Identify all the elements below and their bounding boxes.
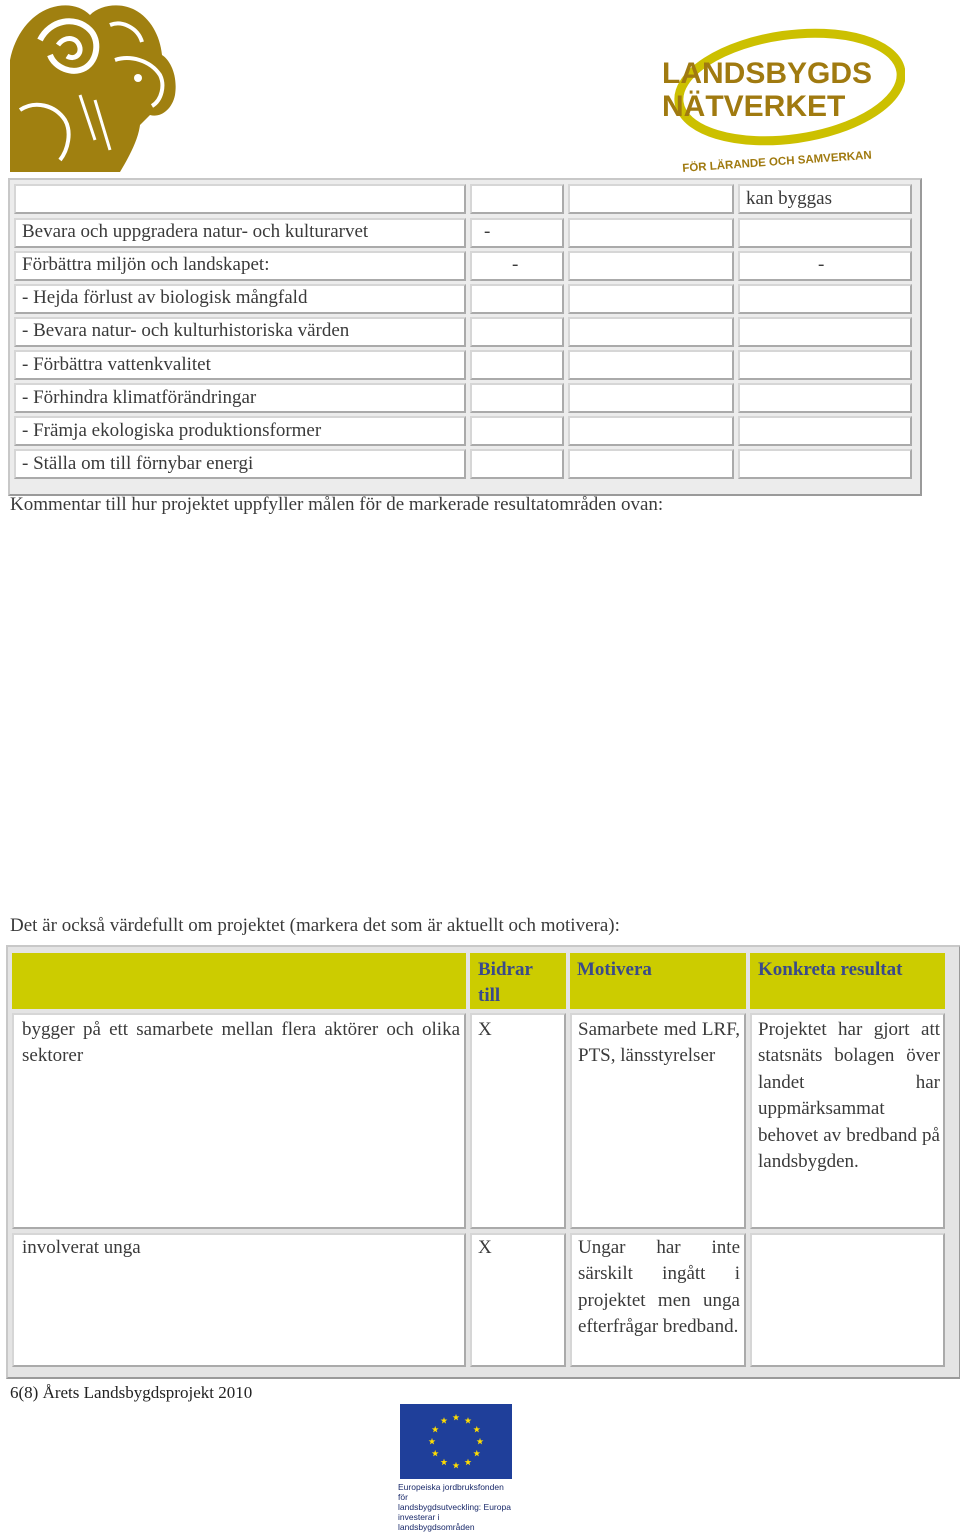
logo-line-1: LANDSBYGDS — [662, 57, 873, 90]
table-row-label: Bevara och uppgradera natur- och kulturarvet — [22, 221, 369, 242]
motivera-text: Ungar har inte särskilt ingått i projektet men unga efterfrågar bredband. — [578, 1237, 740, 1338]
motivera-text: Samarbete med LRF, PTS, länsstyrelser — [578, 1019, 740, 1067]
page-footer: 6(8) Årets Landsbygdsprojekt 2010 — [10, 1383, 253, 1402]
eu-caption — [398, 1482, 516, 1532]
eu-caption-line: investerar i landsbygdsområden — [398, 1512, 475, 1532]
table-header-cell — [12, 953, 466, 1009]
bidrar-mark: X — [478, 1019, 492, 1040]
comment-label: Kommentar till hur projektet uppfyller målen för de markerade resultatområden ovan: — [10, 494, 664, 515]
landsbygdsnatverket-logo — [650, 25, 905, 175]
ram-logo-icon — [10, 0, 180, 172]
table-cell-value: - — [818, 254, 825, 275]
table-row-label: - Hejda förlust av biologisk mångfald — [22, 287, 308, 308]
logo-tagline: FÖR LÄRANDE OCH SAMVERKAN — [681, 149, 873, 175]
table-row-label: Förbättra miljön och landskapet: — [22, 254, 270, 275]
table-cell-value: - — [484, 221, 491, 242]
also-valuable-label: Det är också värdefullt om projektet (markera det som är aktuellt och motivera): — [10, 915, 620, 936]
table-cell — [750, 1233, 945, 1367]
eu-caption-line: Europeiska jordbruksfonden för — [398, 1482, 504, 1502]
resultat-text: Projektet har gjort att statsnäts bolagen över landet har uppmärksammat behovet av bredband på landsbygden. — [758, 1019, 940, 1173]
table-cell — [470, 1013, 566, 1229]
logo-line-2: NÄTVERKET — [662, 90, 846, 123]
row-label: bygger på ett samarbete mellan flera aktörer och olika sektorer — [22, 1019, 460, 1067]
header-konkreta-resultat: Konkreta resultat — [758, 959, 903, 980]
table-row-label: - Främja ekologiska produktionsformer — [22, 420, 322, 441]
valuable-table — [6, 945, 960, 1379]
table-header-cell — [568, 184, 734, 214]
table-header-cell — [470, 184, 564, 214]
table-row-label: - Förbättra vattenkvalitet — [22, 354, 211, 375]
header-kan-byggas: kan byggas — [746, 188, 833, 209]
table-row-label: - Förhindra klimatförändringar — [22, 387, 257, 408]
header-bidrar-till: Bidrar till — [478, 959, 533, 1006]
table-row-label: - Bevara natur- och kulturhistoriska värden — [22, 320, 350, 341]
row-label: involverat unga — [22, 1237, 141, 1258]
outcome-table — [8, 178, 922, 496]
table-cell-value: - — [512, 254, 519, 275]
bidrar-mark: X — [478, 1237, 492, 1258]
eu-flag-icon — [400, 1404, 512, 1479]
eu-caption-line: landsbygdsutveckling: Europa — [398, 1502, 511, 1512]
table-header-cell — [14, 184, 466, 214]
table-row-label: - Ställa om till förnybar energi — [22, 453, 254, 474]
header-motivera: Motivera — [577, 959, 652, 980]
